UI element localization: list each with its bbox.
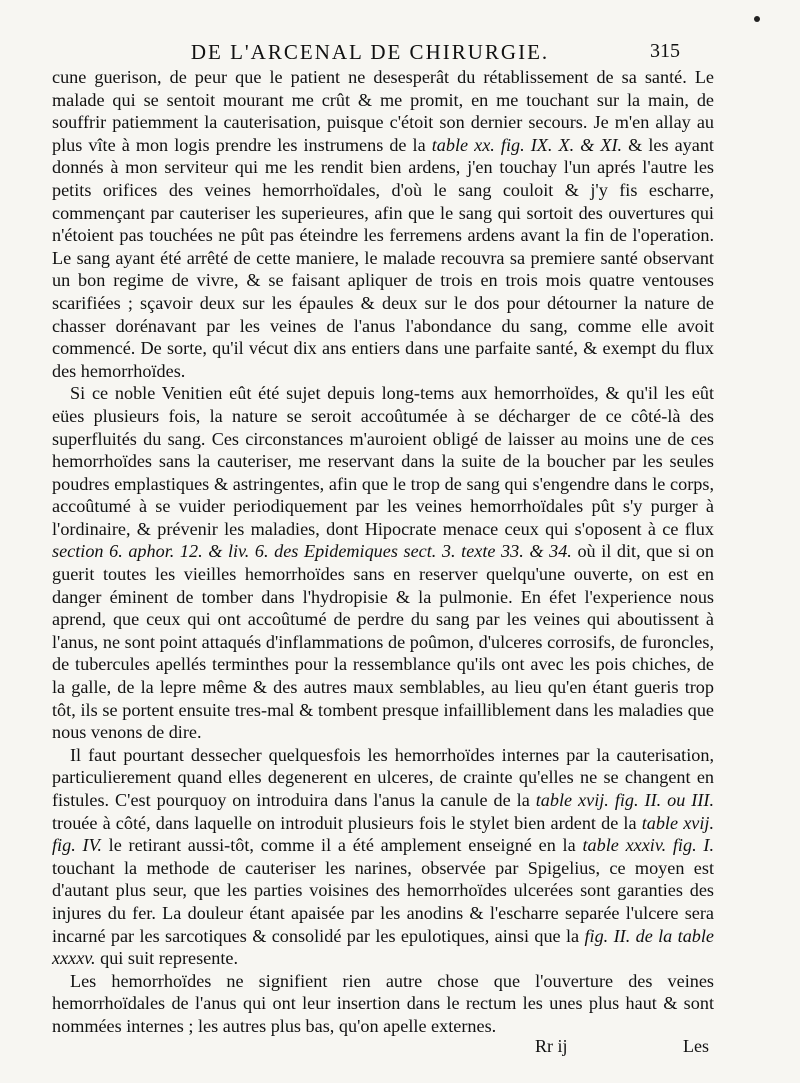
italic-reference: table xvij. fig. IV. — [52, 812, 714, 856]
italic-reference: table xx. fig. IX. X. & XI. — [431, 134, 623, 155]
text-run: où il dit, que si on guerit toutes les vieilles hemorrhoïdes sans en reserver quelqu'une ouverte, on est en danger éminent de tomber dans l'hydropisie & la pulmonie. En éfet l'experience nous aprend, que ceux qui ont accoûtumé de perdre du sang par les veines qui aboutissent à l'anus, ne sont point attaqués d'inflammations de poûmon, d'ulceres corrosifs, de furoncles, de tubercules apellés terminthes pour la ressemblance qu'ils ont avec les pois chiches, de la galle, de la lepre même & des autres maux semblables, au lieu qu'en étant gueris trop tôt, ils se portent ensuite tres-mal & tombent presque infailliblement dans les maladies que nous venons de dire. — [52, 541, 714, 743]
page-number: 315 — [650, 40, 680, 62]
paragraph-continuation — [52, 66, 714, 382]
text-run: & les ayant donnés à mon serviteur qui me les rendit bien ardens, j'en touchay l'un aprés l'autre les petits orifices des veines hemorrhoïdales, d'où le sang couloit & j'y fis escharre, commençant par cauteriser les superieures, afin que le sang qui sortoit des ouvertures qui n'étoient pas touchées ne pût pas éteindre les ferremens ardens avant la fin de l'operation. Le sang ayant été arrêté de cette maniere, le malade recouvra sa premiere santé observant un bon regime de vivre, & se faisant apliquer de trois en trois mois quatre ventouses scarifiées ; sçavoir deux sur les épaules & deux sur le dos pour détourner la nature de chasser dorénavant par les veines de l'anus l'abondance du sang, comme elle avoit commencé. De sorte, qu'il vécut dix ans entiers dans une parfaite santé, & exempt du flux des hemorrhoïdes. — [52, 134, 714, 381]
text-run: Il faut pourtant dessecher quelquesfois les hemorrhoïdes internes par la cauterisation, particulierement quand elles degenerent en ulceres, de crainte qu'elles ne se changent en fistules. C'est pourquoy on introduira dans l'anus la canule de la — [52, 744, 714, 810]
text-run: qui suit represente. — [95, 948, 238, 969]
text-run: Les hemorrhoïdes ne signifient rien autre chose que l'ouverture des veines hemorrhoïdales de l'anus qui ont leur insertion dans le rectum les unes plus haut & sont nommées internes ; les autres plus bas, qu'on apelle externes. — [52, 970, 714, 1036]
text-run: cune guerison, de peur que le patient ne desesperât du rétablissement de sa santé. Le malade qui se sentoit mourant me crût & me promit, en me touchant sur la main, de souffrir patiemment la cauterisation, puisque c'étoit son dernier secours. Je m'en allay au plus vîte à mon logis prendre les instrumens de la — [52, 67, 714, 155]
text-run: touchant la methode de cauteriser les narines, observée par Spigelius, ce moyen est d'autant plus seur, que les parties voisines des hemorrhoïdes ulcerées sont garanties des injures du fer. La douleur étant apaisée par les anodins & l'escharre separée l'ulcere sera incarné par les sarcotiques & consolidé par les epulotiques, ainsi que la — [52, 857, 714, 946]
italic-reference: table xvij. fig. II. ou III. — [535, 790, 714, 810]
paragraph-cauterisation — [52, 744, 714, 970]
running-title: DE L'ARCENAL DE CHIRURGIE. — [190, 40, 550, 64]
body-text — [52, 66, 714, 1038]
italic-reference: fig. II. de la table xxxxv. — [52, 925, 715, 969]
catchword: Les — [683, 1036, 709, 1056]
page-footer — [0, 1036, 800, 1066]
signature-mark: Rr ij — [535, 1036, 568, 1056]
text-run: le retirant aussi-tôt, comme il a été amplement enseigné en la — [101, 835, 583, 856]
paragraph-venitien — [52, 382, 714, 744]
italic-reference: section 6. aphor. 12. & liv. 6. des Epidemiques sect. 3. texte 33. & 34. — [52, 541, 572, 562]
ink-dot — [754, 16, 760, 22]
paragraph-hemorrhoides-definition — [52, 970, 714, 1038]
text-run: Si ce noble Venitien eût été sujet depuis long-tems aux hemorrhoïdes, & qu'il les eût eües plusieurs fois, la nature se seroit accoûtumée à se décharger de ce côté-là des superfluités du sang. Ces circonstances m'auroient obligé de laisser au moins une de ces hemorrhoïdes sans la cauteriser, me reservant dans la suite de la boucher par les seules poudres emplastiques & astringentes, afin que le trop de sang qui s'engendre dans le corps, accoûtumé à se vuider periodiquement par les veines hemorrhoïdales pût s'y purger à l'ordinaire, & prévenir les maladies, dont Hipocrate menace ceux qui s'oposent à ce flux — [52, 383, 714, 539]
italic-reference: table xxxiv. fig. I. — [582, 835, 714, 856]
text-run: trouée à côté, dans laquelle on introduit plusieurs fois le stylet bien ardent de la — [52, 812, 642, 833]
